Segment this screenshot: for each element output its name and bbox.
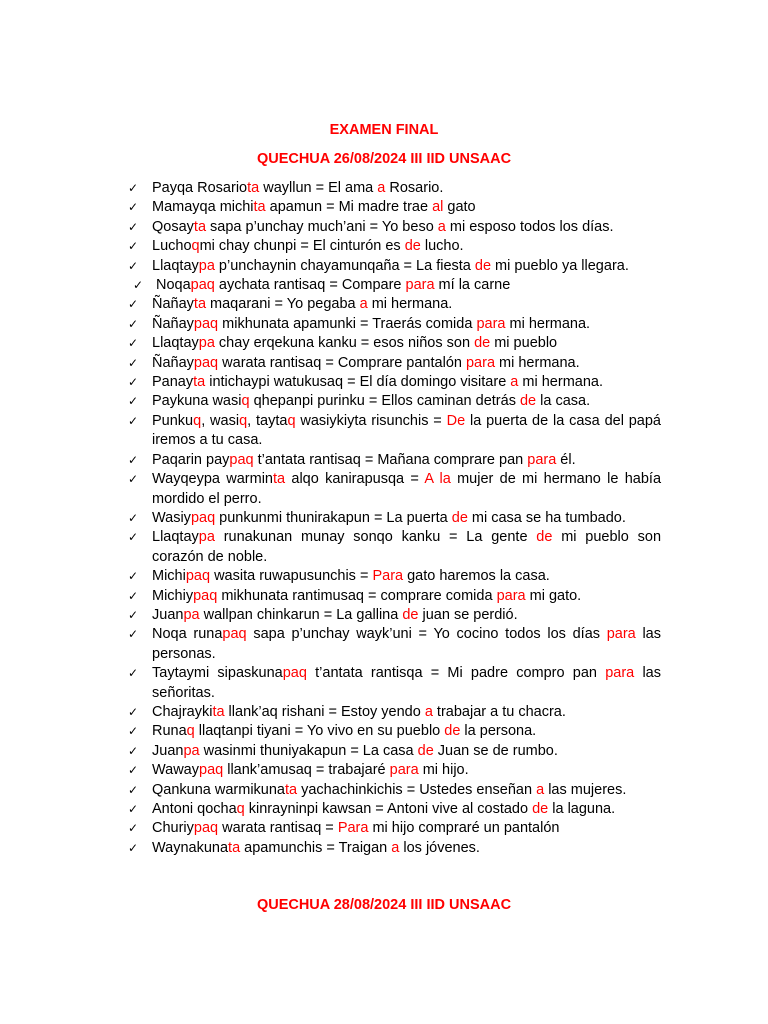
checkmark-icon: ✓	[128, 239, 139, 254]
highlighted-suffix: a	[510, 374, 519, 391]
sentence-fragment: Punku	[152, 412, 194, 429]
highlighted-suffix: ta	[193, 218, 207, 235]
highlighted-suffix: a	[424, 703, 433, 720]
sentence-fragment: mi casa se ha tumbado.	[467, 509, 626, 526]
sentence-fragment: Llaqtay	[152, 257, 199, 274]
checkmark-icon: ✓	[128, 782, 139, 797]
sentence-fragment: warata rantisaq =	[218, 820, 338, 837]
list-item	[128, 742, 661, 761]
sentence-fragment: Ñañay	[152, 296, 194, 313]
sentence-fragment: Wasiy	[152, 509, 191, 526]
highlighted-suffix: de	[474, 335, 491, 352]
sentence-fragment: mi hermana.	[505, 315, 591, 332]
sentence-fragment: Churiy	[152, 820, 194, 837]
sentence-fragment: gato haremos la casa.	[403, 568, 550, 585]
sentence-fragment: sapa p’unchay much’ani = Yo beso	[206, 218, 438, 235]
highlighted-suffix: ta	[247, 180, 260, 196]
sentence-fragment: Noqa	[156, 277, 191, 294]
sentence-text	[152, 316, 590, 332]
sentence-fragment: Waynakuna	[152, 839, 229, 856]
sentence-fragment: la laguna.	[548, 801, 616, 817]
sentence-fragment: Payqa Rosario	[152, 180, 248, 196]
highlighted-suffix: paq	[193, 587, 218, 604]
sentence-fragment: mi hermana.	[367, 296, 453, 313]
sentence-text	[152, 840, 480, 856]
checkmark-icon: ✓	[128, 219, 139, 234]
sentence-text	[152, 180, 443, 196]
sentence-fragment: yachachinkichis = Ustedes enseñan	[297, 781, 537, 798]
highlighted-suffix: Para	[337, 820, 369, 837]
highlighted-suffix: q	[236, 801, 245, 817]
sentence-fragment: mi hijo compraré un pantalón	[368, 820, 560, 837]
sentence-fragment: Antoni qocha	[152, 801, 237, 817]
exam-title: EXAMEN FINAL	[329, 122, 439, 138]
sentence-text	[152, 374, 603, 390]
sentence-fragment: Ñañay	[152, 315, 194, 332]
list-item	[128, 373, 661, 392]
sentence-text	[152, 296, 452, 312]
sentence-fragment: Mamayqa michi	[152, 199, 254, 216]
highlighted-suffix: paq	[282, 665, 307, 682]
sentence-fragment: apamunchis = Traigan	[240, 839, 392, 856]
checkmark-icon: ✓	[128, 413, 139, 428]
highlighted-suffix: paq	[185, 568, 211, 585]
list-item	[128, 392, 661, 411]
sentence-fragment: Ñañay	[152, 354, 194, 371]
sentence-fragment: las mujeres.	[544, 781, 627, 798]
sentence-fragment: Juan se de rumbo.	[433, 742, 558, 759]
checkmark-icon: ✓	[128, 472, 139, 487]
sentence-fragment: mi chay chunpi = El cinturón es	[199, 238, 405, 255]
highlighted-suffix: ta	[273, 471, 286, 488]
highlighted-suffix: ta	[212, 703, 225, 720]
list-item	[128, 625, 661, 664]
highlighted-suffix: de	[536, 529, 553, 546]
highlighted-suffix: a	[359, 296, 368, 313]
list-item	[128, 276, 661, 295]
sentence-fragment: llaqtanpi tiyani = Yo vivo en su pueblo	[194, 723, 445, 740]
sentence-fragment: punkunmi thunirakapun = La puerta	[215, 509, 452, 526]
sentence-fragment: apamun = Mi madre trae	[265, 199, 433, 216]
sentence-fragment: wallpan chinkarun = La gallina	[199, 606, 403, 623]
sentence-fragment: mikhunata rantimusaq = comprare comida	[217, 587, 497, 604]
highlighted-suffix: paq	[193, 354, 219, 371]
sentence-fragment: Lucho	[152, 238, 192, 255]
checkmark-icon: ✓	[128, 588, 139, 603]
sentence-fragment: mi hermana.	[518, 374, 603, 391]
highlighted-suffix: para	[496, 587, 526, 604]
highlighted-suffix: pa	[198, 529, 215, 546]
highlighted-suffix: al	[432, 199, 444, 216]
list-item	[128, 470, 661, 509]
exam-subtitle: QUECHUA 26/08/2024 III IID UNSAAC	[256, 151, 512, 167]
sentence-fragment: mi pueblo	[490, 335, 558, 352]
list-item	[128, 218, 661, 237]
highlighted-suffix: paq	[190, 509, 216, 526]
list-item	[128, 722, 661, 741]
list-item	[128, 664, 661, 703]
highlighted-suffix: pa	[183, 606, 200, 623]
highlighted-suffix: q	[191, 238, 200, 255]
sentence-fragment: Llaqtay	[152, 529, 199, 546]
list-item	[128, 295, 661, 314]
highlighted-suffix: paq	[199, 762, 224, 779]
sentence-fragment: runakunan munay sonqo kanku = La gente	[214, 529, 537, 546]
sentence-text	[152, 335, 557, 351]
sentence-text	[152, 665, 661, 700]
checkmark-icon: ✓	[128, 297, 139, 312]
sentence-fragment: Noqa runa	[152, 626, 223, 643]
sentence-fragment: maqarani = Yo pegaba	[206, 296, 360, 313]
checkmark-icon: ✓	[128, 355, 139, 370]
checkmark-icon: ✓	[128, 510, 139, 525]
sentence-fragment: t’antata rantisqa = Mi padre compro pan	[306, 665, 606, 682]
sentence-text	[152, 452, 576, 468]
sentence-fragment: intichaypi watukusaq = El día domingo visitare	[205, 374, 511, 391]
sentence-fragment: mi esposo todos los días.	[445, 218, 614, 235]
list-item	[128, 354, 661, 373]
sentence-text	[152, 801, 615, 817]
highlighted-suffix: a	[377, 180, 386, 196]
sentence-text	[152, 199, 476, 215]
list-item	[128, 761, 661, 780]
highlighted-suffix: de	[444, 723, 461, 740]
highlighted-suffix: a	[437, 218, 446, 235]
sentence-text	[152, 626, 661, 661]
highlighted-suffix: q	[241, 393, 250, 410]
sentence-text	[152, 743, 558, 759]
highlighted-suffix: ta	[285, 781, 298, 798]
sentence-fragment: mikhunata apamunki = Traerás comida	[218, 315, 477, 332]
list-item	[128, 315, 661, 334]
checkmark-icon: ✓	[133, 278, 144, 293]
sentence-fragment: Qankuna warmikuna	[152, 781, 285, 798]
sentence-fragment: los jóvenes.	[399, 839, 480, 856]
sentence-fragment: kinrayninpi kawsan = Antoni vive al costado	[244, 801, 533, 817]
highlighted-suffix: para	[476, 315, 506, 332]
highlighted-suffix: a	[536, 781, 545, 798]
list-item	[128, 179, 661, 198]
list-item	[128, 587, 661, 606]
sentence-fragment: sapa p’unchay wayk’uni = Yo cocino todos los días	[246, 626, 607, 643]
sentence-fragment: , tayta	[247, 412, 288, 429]
highlighted-suffix: pa	[198, 257, 215, 274]
highlighted-suffix: pa	[198, 335, 215, 352]
sentence-fragment: wasinmi thuniyakapun = La casa	[199, 742, 418, 759]
highlighted-suffix: ta	[193, 374, 206, 391]
sentence-fragment: él.	[556, 451, 576, 468]
highlighted-suffix: q	[186, 723, 195, 740]
sentence-fragment: alqo kanirapusqa =	[285, 471, 425, 488]
checkmark-icon: ✓	[128, 607, 139, 622]
highlighted-suffix: ta	[253, 199, 266, 216]
checkmark-icon: ✓	[128, 724, 139, 739]
highlighted-suffix: de	[519, 393, 537, 410]
sentence-fragment: llank’aq rishani = Estoy yendo	[224, 703, 425, 720]
list-item	[128, 451, 661, 470]
sentence-fragment: Taytaymi sipaskuna	[152, 665, 283, 682]
checkmark-icon: ✓	[128, 627, 139, 642]
list-item	[128, 257, 661, 276]
list-item	[128, 839, 661, 858]
highlighted-suffix: De	[446, 412, 466, 429]
highlighted-suffix: de	[532, 801, 549, 817]
checkmark-icon: ✓	[128, 743, 139, 758]
sentence-fragment: la persona.	[460, 723, 537, 740]
sentence-fragment: las personas.	[152, 626, 661, 662]
sentence-fragment: Qosay	[152, 218, 194, 235]
sentence-fragment: mi pueblo ya llegara.	[491, 257, 629, 274]
highlighted-suffix: de	[474, 257, 492, 274]
sentence-text	[152, 588, 581, 604]
sentence-text	[152, 704, 566, 720]
checkmark-icon: ✓	[128, 666, 139, 681]
sentence-fragment: Juan	[152, 742, 184, 759]
sentence-fragment: wasita ruwapusunchis =	[210, 568, 373, 585]
highlighted-suffix: A la	[424, 471, 451, 488]
list-item	[128, 528, 661, 567]
checkmark-icon: ✓	[128, 821, 139, 836]
list-item	[128, 198, 661, 217]
checkmark-icon: ✓	[128, 258, 139, 273]
list-item	[128, 237, 661, 256]
highlighted-suffix: paq	[229, 451, 254, 468]
sentence-fragment: mi gato.	[525, 587, 582, 604]
sentence-fragment: mí la carne	[434, 277, 511, 294]
sentence-fragment: Chajrayki	[152, 703, 213, 720]
highlighted-suffix: ta	[228, 839, 241, 856]
sentence-text	[152, 355, 580, 371]
checkmark-icon: ✓	[128, 569, 139, 584]
checkmark-icon: ✓	[128, 840, 139, 855]
highlighted-suffix: para	[405, 277, 435, 294]
sentence-text	[152, 782, 626, 798]
sentence-fragment: Wayqeypa warmin	[152, 471, 273, 488]
highlighted-suffix: de	[417, 742, 434, 759]
checkmark-icon: ✓	[128, 200, 139, 215]
sentence-fragment: chay erqekuna kanku = esos niños son	[214, 335, 475, 352]
highlighted-suffix: pa	[183, 742, 200, 759]
sentence-fragment: lucho.	[420, 238, 464, 255]
sentence-text	[152, 277, 510, 293]
highlighted-suffix: de	[404, 238, 421, 255]
sentence-fragment: Michi	[152, 568, 186, 585]
checkmark-icon: ✓	[128, 530, 139, 545]
checkmark-icon: ✓	[128, 394, 139, 409]
sentence-text	[152, 471, 661, 506]
sentence-text	[152, 238, 464, 254]
sentence-text	[152, 723, 536, 739]
sentence-fragment: p’unchaynin chayamunqaña = La fiesta	[214, 257, 475, 274]
sentence-fragment: mi hermana.	[495, 354, 580, 371]
list-item	[128, 606, 661, 625]
sentence-fragment: Panay	[152, 374, 194, 391]
checkmark-icon: ✓	[128, 316, 139, 331]
highlighted-suffix: q	[239, 412, 248, 429]
sentence-text	[152, 219, 614, 235]
sentence-text	[152, 393, 590, 409]
sentence-text	[152, 510, 626, 526]
sentence-fragment: wasiykiyta risunchis =	[295, 412, 447, 429]
list-item	[128, 334, 661, 353]
sentence-fragment: la puerta de la casa del papá iremos a tu casa.	[152, 412, 662, 449]
highlighted-suffix: a	[391, 839, 400, 856]
sentence-fragment: wayllun = El ama	[259, 180, 378, 196]
checkmark-icon: ✓	[128, 763, 139, 778]
sentence-fragment: llank’amusaq = trabajaré	[223, 762, 390, 779]
list-item	[128, 567, 661, 586]
highlighted-suffix: de	[402, 606, 419, 623]
sentence-fragment: Rosario.	[385, 180, 444, 196]
highlighted-suffix: para	[606, 626, 636, 643]
checkmark-icon: ✓	[128, 452, 139, 467]
list-item	[128, 819, 661, 838]
list-item	[128, 781, 661, 800]
sentence-fragment: juan se perdió.	[418, 606, 518, 623]
highlighted-suffix: paq	[193, 315, 219, 332]
sentence-fragment: mi hijo.	[418, 762, 469, 779]
sentence-fragment: las señoritas.	[152, 665, 661, 701]
highlighted-suffix: paq	[193, 820, 219, 837]
checkmark-icon: ✓	[128, 181, 139, 195]
list-item	[128, 703, 661, 722]
sentence-text	[152, 258, 629, 274]
highlighted-suffix: para	[389, 762, 419, 779]
sentence-fragment: Llaqtay	[152, 335, 199, 352]
sentence-fragment: trabajar a tu chacra.	[432, 703, 566, 720]
checkmark-icon: ✓	[128, 375, 139, 390]
sentence-fragment: Paqarin pay	[152, 451, 230, 468]
sentence-fragment: mujer de mi hermano le había mordido el perro.	[152, 471, 662, 507]
sentence-fragment: Michiy	[152, 587, 194, 604]
sentence-text	[152, 413, 661, 448]
checkmark-icon: ✓	[128, 802, 139, 816]
next-section-title: QUECHUA 28/08/2024 III IID UNSAAC	[256, 897, 512, 913]
highlighted-suffix: de	[451, 509, 468, 526]
sentence-text	[152, 820, 559, 836]
sentence-text	[152, 568, 550, 584]
sentence-list	[128, 179, 661, 858]
checkmark-icon: ✓	[128, 336, 139, 351]
sentence-fragment: , wasi	[201, 412, 240, 429]
sentence-fragment: la casa.	[536, 393, 591, 410]
checkmark-icon: ✓	[128, 704, 139, 719]
sentence-fragment: Runa	[152, 723, 187, 740]
sentence-text	[152, 607, 518, 623]
sentence-fragment: t’antata rantisaq = Mañana comprare pan	[253, 451, 528, 468]
list-item	[128, 412, 661, 451]
highlighted-suffix: paq	[222, 626, 247, 643]
sentence-fragment: Paykuna wasi	[152, 393, 242, 410]
highlighted-suffix: q	[193, 412, 202, 429]
sentence-fragment: Juan	[152, 606, 184, 623]
list-item	[128, 800, 661, 819]
sentence-fragment: mi pueblo son corazón de noble.	[152, 529, 662, 565]
sentence-text	[152, 762, 469, 778]
highlighted-suffix: para	[605, 665, 635, 682]
sentence-fragment: aychata rantisaq = Compare	[214, 277, 406, 294]
highlighted-suffix: Para	[372, 568, 404, 585]
list-item	[128, 509, 661, 528]
highlighted-suffix: para	[527, 451, 557, 468]
sentence-fragment: Waway	[152, 762, 199, 779]
highlighted-suffix: q	[287, 412, 296, 429]
highlighted-suffix: ta	[193, 296, 207, 313]
highlighted-suffix: paq	[190, 277, 215, 294]
sentence-fragment: warata rantisaq = Comprare pantalón	[218, 354, 466, 371]
sentence-text	[152, 529, 661, 564]
sentence-fragment: gato	[443, 199, 476, 216]
sentence-fragment: qhepanpi purinku = Ellos caminan detrás	[249, 393, 520, 410]
highlighted-suffix: para	[465, 354, 496, 371]
